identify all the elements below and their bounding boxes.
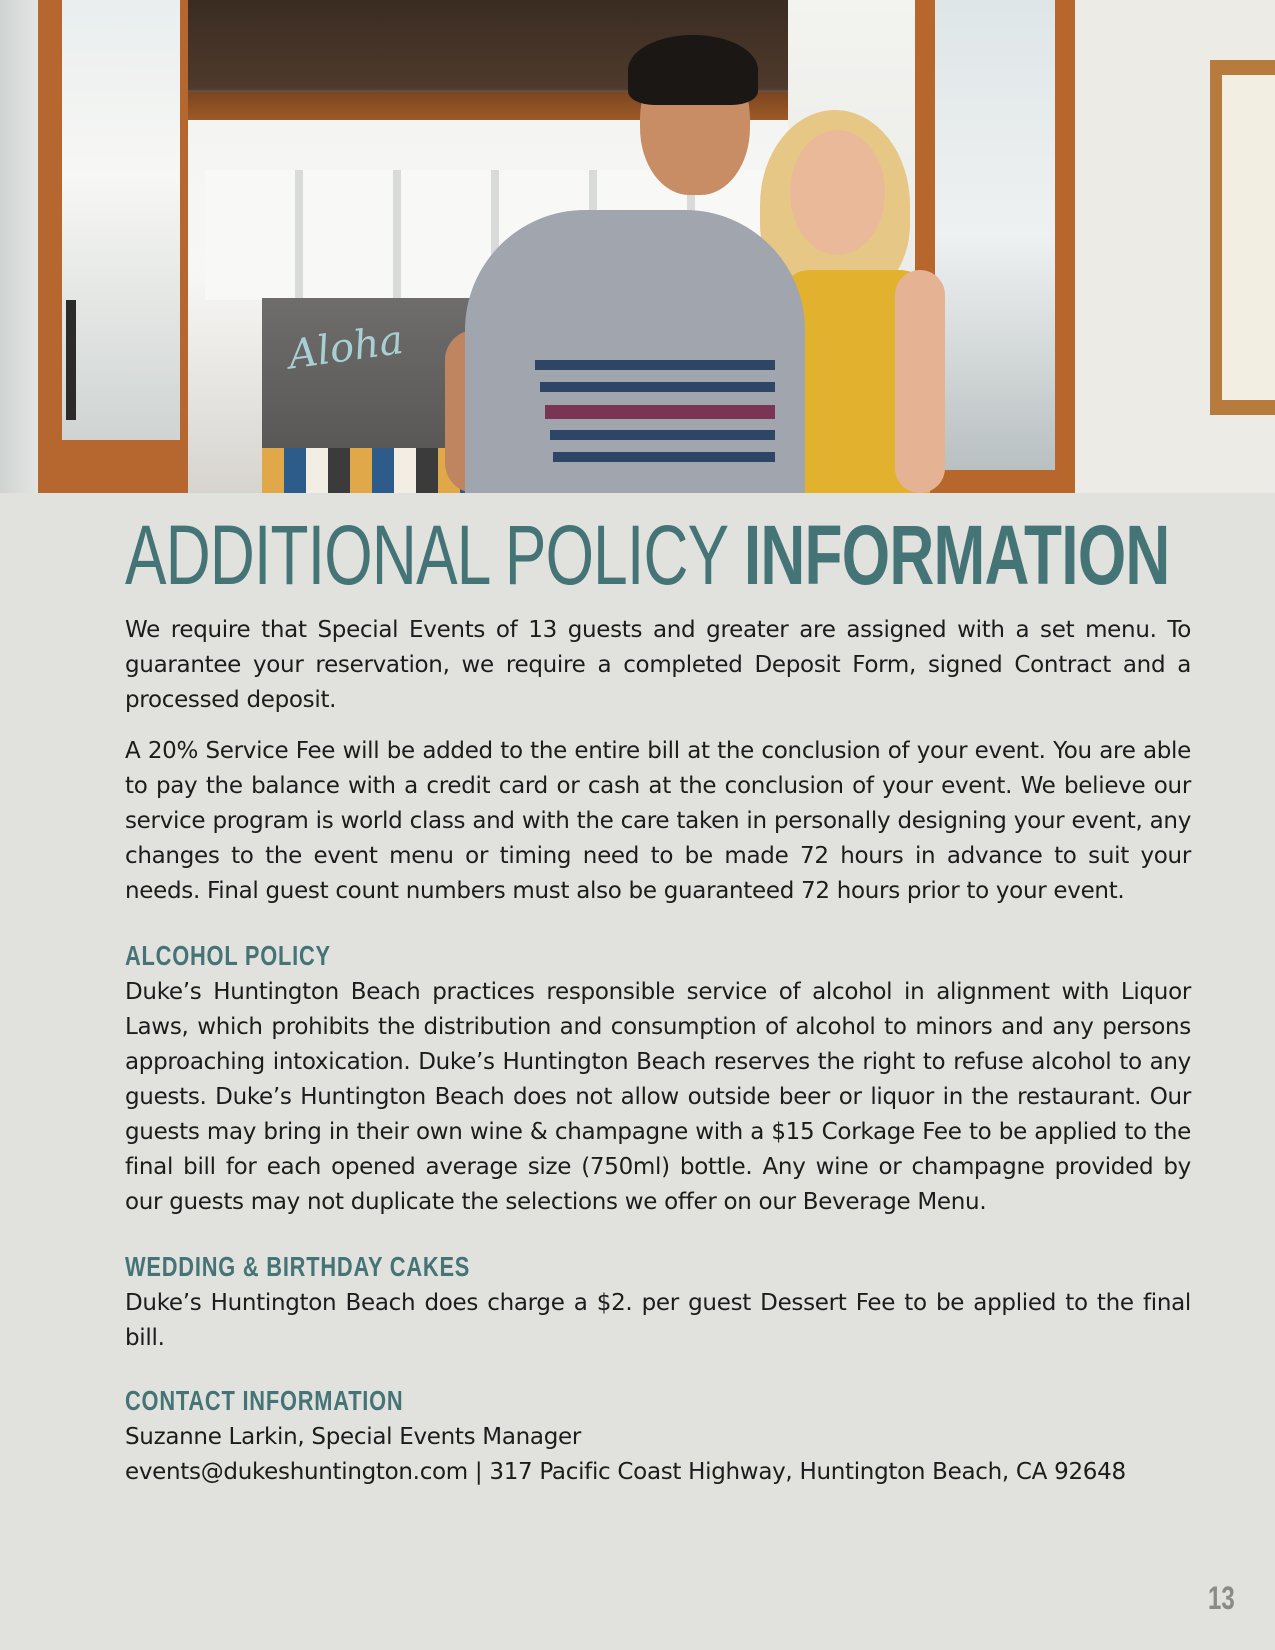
- photo-aloha-sign: Aloha: [285, 316, 407, 379]
- photo-man-shirt: [465, 210, 805, 493]
- contact-address: events@dukeshuntington.com | 317 Pacific Coast Highway, Huntington Beach, CA 92648: [125, 1459, 1126, 1485]
- alcohol-policy-heading: ALCOHOL POLICY: [125, 940, 331, 971]
- contact-name: Suzanne Larkin, Special Events Manager: [125, 1424, 582, 1450]
- page-title-bold: INFORMATION: [743, 508, 1170, 602]
- service-fee-paragraph: A 20% Service Fee will be added to the entire bill at the conclusion of your event. You are able to pay the balance with a credit card or cash at the conclusion of your event. We believe our service program is world class and with the care taken in personally designing your event, any changes to the event menu or timing need to be made 72 hours in advance to suit your needs. Final guest count numbers must also be guaranteed 72 hours prior to your event.: [125, 738, 1191, 904]
- policy-content: [125, 505, 1191, 1490]
- photo-door-handle: [66, 300, 76, 420]
- page-title: [125, 505, 1170, 605]
- cakes-heading: WEDDING & BIRTHDAY CAKES: [125, 1251, 471, 1282]
- alcohol-policy-text: Duke’s Huntington Beach practices responsible service of alcohol in alignment with Liquor Laws, which prohibits the distribution and consumption of alcohol to minors and any persons approaching intoxication. Duke’s Huntington Beach reserves the right to refuse alcohol to any guests. Duke’s Huntington Beach does not allow outside beer or liquor in the restaurant. Our guests may bring in their own wine & champagne with a $15 Corkage Fee to be applied to the final bill for each opened average size (750ml) bottle. Any wine or champagne provided by our guests may not duplicate the selections we offer on our Beverage Menu.: [125, 979, 1191, 1215]
- photo-woman-arm: [895, 270, 945, 493]
- photo-woman-face: [790, 130, 885, 255]
- photo-man-hair: [628, 35, 758, 105]
- page-number: 13: [1208, 1580, 1235, 1616]
- photo-door-left-glass: [62, 0, 180, 440]
- photo-notice-board-paper: [1222, 75, 1275, 400]
- photo-door-right-glass: [935, 0, 1055, 470]
- hero-photo: [0, 0, 1275, 493]
- contact-heading: CONTACT INFORMATION: [125, 1385, 404, 1416]
- set-menu-paragraph: We require that Special Events of 13 guests and greater are assigned with a set menu. To guarantee your reservation, we require a completed Deposit Form, signed Contract and a processed deposit.: [125, 617, 1191, 713]
- page-title-thin: ADDITIONAL POLICY: [125, 508, 744, 602]
- cakes-text: Duke’s Huntington Beach does charge a $2. per guest Dessert Fee to be applied to the final bill.: [125, 1290, 1191, 1351]
